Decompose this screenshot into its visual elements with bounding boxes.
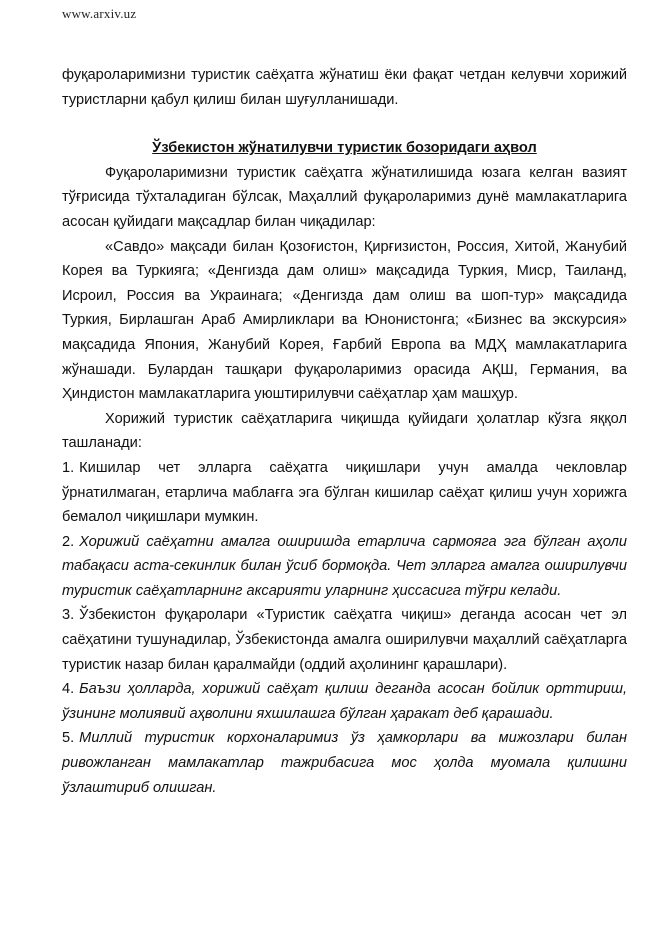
list-item-number: 4. xyxy=(62,681,75,698)
list-item-number: 2. xyxy=(62,533,75,550)
intro-paragraph: фуқароларимизни туристик саёҳатга жўнатиш ёки фақат четдан келувчи хорижий туристларни қабул қилиш билан шуғулланишади. xyxy=(62,67,627,108)
document-body xyxy=(62,63,627,800)
list-item xyxy=(62,603,627,677)
list-item-text: Баъзи ҳолларда, хорижий саёҳат қилиш деганда асосан бойлик орттириш, ўзининг молиявий аҳволини яхшилашга бўлган ҳаракат деб қарашади. xyxy=(62,681,627,722)
list-item-text: Хорижий саёҳатни амалга оширишда етарлича сармояга эга бўлган аҳоли табақаси аста-секинлик билан ўсиб бормоқда. Чет элларга амалга оширилувчи туристик саёҳатларнинг аксарияти уларнинг ҳиссасига тўғри келади. xyxy=(62,533,627,599)
list-item-number: 5. xyxy=(62,730,75,747)
list-item-number: 1. xyxy=(62,459,75,476)
site-url: www.arxiv.uz xyxy=(62,6,137,21)
list-item xyxy=(62,726,627,800)
list-item xyxy=(62,677,627,726)
list-item-text: Кишилар чет элларга саёҳатга чиқишлари учун амалда чекловлар ўрнатилмаган, етарлича маблағга эга бўлган кишилар саёҳат қилиш учун хорижга бемалол чиқишлари мумкин. xyxy=(62,459,627,526)
paragraph-3: Хорижий туристик саёҳатларига чиқишда қуйидаги ҳолатлар кўзга яққол ташланади: xyxy=(62,410,627,452)
list-item-text: Миллий туристик корхоналаримиз ўз ҳамкорлари ва мижозлари билан ривожланган мамлакатлар тажрибасига мос ҳолда муомала қилишни ўзлаштириб олишган. xyxy=(62,730,627,796)
paragraph-1: Фуқароларимизни туристик саёҳатга жўнатилишида юзага келган вазият тўғрисида тўхталадиган бўлсак, Маҳаллий фуқароларимиз дунё мамлакатларига асосан қуйидаги мақсадлар билан чиқадилар: xyxy=(62,164,627,230)
list-item-text: Ўзбекистон фуқаролари «Туристик саёҳатга чиқиш» деганда асосан чет эл саёҳатини тушунадилар, Ўзбекистонда амалга оширилувчи маҳаллий саёҳатларга туристик назар билан қаралмайди (оддий аҳолининг қарашлари). xyxy=(62,607,627,673)
list-item-number: 3. xyxy=(62,607,75,624)
section-title: Ўзбекистон жўнатилувчи туристик бозоридаги аҳвол xyxy=(152,140,537,157)
list-item xyxy=(62,530,627,604)
paragraph-2: «Савдо» мақсади билан Қозоғистон, Қирғизистон, Россия, Хитой, Жанубий Корея ва Туркияга; «Денгизда дам олиш» мақсадида Туркия, Миср, Таиланд, Исроил, Россия ва Украинага; «Денгизда дам олиш ва шоп-тур» мақсадида Туркия, Бирлашган Араб Амирликлари ва Юнонистонга; «Бизнес ва экскурсия» мақсадида Япония, Жанубий Корея, Ғарбий Европа ва МДҲ мамлакатларига жўнашади. Булардан ташқари фуқароларимиз орасида АҚШ, Германия, ва Ҳиндистон мамлакатларига уюштирилувчи саёҳатлар ҳам машҳур. xyxy=(62,238,627,403)
list-item xyxy=(62,456,627,530)
